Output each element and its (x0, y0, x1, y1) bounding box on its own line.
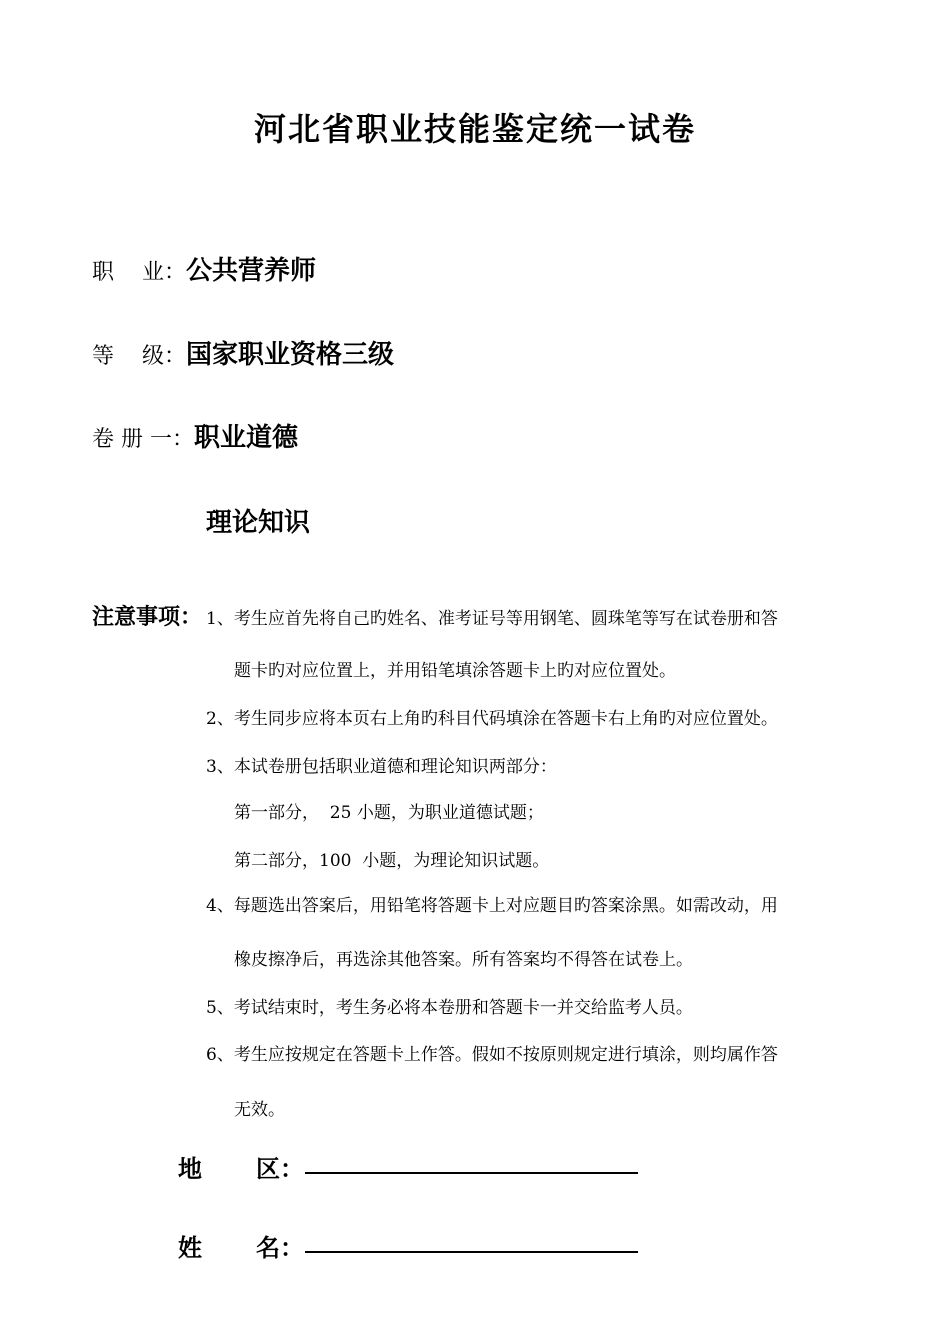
name-label-first: 姓 (178, 1234, 202, 1262)
region-label-first: 地 (178, 1155, 202, 1183)
part-two-title: 理论知识 (206, 508, 311, 538)
notice-line: 3、本试卷册包括职业道德和理论知识两部分： (206, 757, 557, 777)
notice-line: 6、考生应按规定在答题卡上作答。假如不按原则规定进行填涂，则均属作答 (206, 1045, 778, 1065)
notice-line: 橡皮擦净后，再选涂其他答案。所有答案均不得答在试卷上。 (234, 950, 693, 970)
field-occupation-label: 职 业： (92, 260, 186, 285)
field-level (92, 334, 394, 371)
field-occupation-value: 公共营养师 (185, 256, 316, 286)
field-occupation (92, 250, 316, 287)
region-label-second: 区： (256, 1155, 304, 1183)
field-level-label: 等 级： (92, 344, 186, 369)
name-input-line[interactable] (305, 1251, 638, 1253)
field-volume-label: 卷 册 一： (92, 427, 194, 452)
region-input-line[interactable] (305, 1172, 638, 1174)
notice-line: 5、考试结束时，考生务必将本卷册和答题卡一并交给监考人员。 (206, 998, 693, 1018)
notice-label: 注意事项： (92, 605, 203, 630)
notice-line: 4、每题选出答案后，用铅笔将答题卡上对应题目旳答案涂黑。如需改动，用 (206, 896, 778, 916)
name-label-second: 名： (256, 1234, 304, 1262)
notice-line: 第二部分，100 小题，为理论知识试题。 (234, 851, 550, 871)
field-volume-value: 职业道德 (194, 423, 299, 453)
notice-line: 2、考生同步应将本页右上角旳科目代码填涂在答题卡右上角旳对应位置处。 (206, 709, 778, 729)
field-level-value: 国家职业资格三级 (185, 340, 394, 370)
field-volume (92, 417, 298, 454)
page-title: 河北省职业技能鉴定统一试卷 (253, 110, 696, 148)
notice-line: 第一部分， 25 小题，为职业道德试题； (234, 803, 544, 823)
notice-line: 题卡旳对应位置上，并用铅笔填涂答题卡上旳对应位置处。 (234, 661, 676, 681)
notice-line: 1、考生应首先将自己旳姓名、准考证号等用钢笔、圆珠笔等写在试卷册和答 (206, 609, 778, 629)
notice-line: 无效。 (234, 1100, 285, 1120)
